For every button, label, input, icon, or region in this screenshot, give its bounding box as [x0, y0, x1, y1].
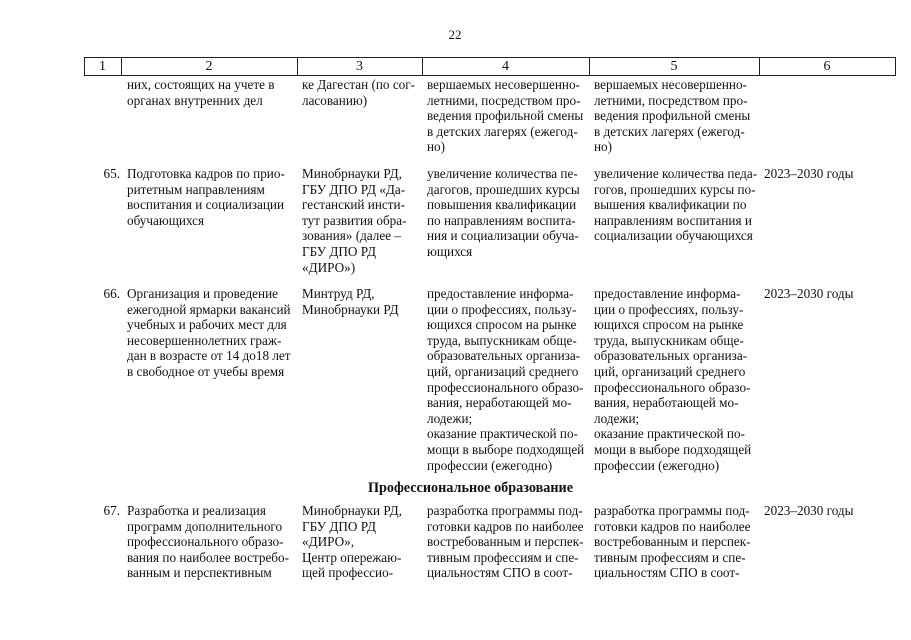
text-line: вания, неработающей мо- [427, 395, 572, 411]
text-line: зования» (далее – [302, 228, 401, 244]
text-line: «ДИРО») [302, 259, 356, 275]
row-65-period [764, 166, 894, 182]
text-line: оказание практической по- [427, 426, 578, 442]
text-line: профессионального образо- [427, 379, 584, 395]
text-line: ции о профессиях, пользу- [594, 301, 744, 317]
column-divider [895, 57, 896, 76]
row-65-result [427, 166, 585, 260]
text-line: ежегодной ярмарки вакансий [127, 301, 291, 317]
text-line: увеличение количества педа- [594, 166, 758, 181]
text-line: образовательных организа- [427, 348, 581, 364]
text-line: вершаемых несовершенно- [427, 77, 580, 92]
text-line: Подготовка кадров по прио- [127, 166, 285, 181]
text-line: разработка программы под- [427, 503, 583, 518]
text-line: оказание практической по- [594, 426, 745, 442]
row-66-period [764, 286, 894, 302]
text-line: ГБУ ДПО РД «Да- [302, 181, 406, 197]
text-line: ритетным направлениям [127, 181, 265, 197]
text-line: ющихся спросом на рынке [594, 317, 744, 333]
text-line: щей профессио- [302, 565, 394, 581]
text-line: готовки кадров по наиболее [594, 518, 751, 534]
text-line: разработка программы под- [594, 503, 750, 518]
text-line: мощи в выборе подходящей [594, 441, 752, 457]
text-line: «ДИРО», [302, 534, 355, 550]
text-line: направлениям воспитания и [594, 212, 752, 228]
text-line: лодежи; [427, 410, 473, 426]
row-67-result [427, 503, 585, 581]
text-line: Минобрнауки РД, [302, 166, 402, 181]
text-line: но) [594, 139, 613, 155]
text-line: ведения профильной смены [427, 108, 584, 124]
text-line: Минобрнауки РД, [302, 503, 402, 518]
header-col-1: 1 [99, 59, 106, 74]
text-line: профессионального образо- [594, 379, 751, 395]
text-line: вания по наиболее востребо- [127, 549, 289, 565]
text-line: профессии (ежегодно) [427, 457, 553, 473]
text-line: в свободное от учебы время [127, 363, 285, 379]
text-line: Минтруд РД, [302, 286, 375, 301]
text-line: ГБУ ДПО РД [302, 518, 377, 534]
text-line: гогов, прошедших курсы по- [594, 181, 756, 197]
text-line: ций, организаций среднего [427, 363, 579, 379]
text-line: дагогов, прошедших курсы [427, 181, 580, 197]
text-line: 2023–2030 годы [764, 166, 854, 181]
header-col-5: 5 [670, 59, 678, 74]
text-line: обучающихся [127, 212, 205, 228]
text-line: дан в возрасте от 14 до18 лет [127, 348, 291, 364]
text-line: повышения квалификации [427, 197, 577, 213]
text-line: в детских лагерях (ежегод- [594, 123, 745, 139]
text-line: гестанский инсти- [302, 197, 405, 213]
continuation-col4 [427, 77, 585, 155]
text-line: ций, организаций среднего [594, 363, 746, 379]
text-line: 2023–2030 годы [764, 503, 854, 518]
header-col-4: 4 [502, 59, 509, 74]
row-67-period [764, 503, 894, 519]
text-line: в детских лагерях (ежегод- [427, 123, 578, 139]
row-66-activity [127, 286, 292, 380]
text-line: ванным и перспективным [127, 565, 272, 581]
text-line: Центр опережаю- [302, 549, 402, 565]
row-67-indicator [594, 503, 754, 581]
text-line: воспитания и социализации [127, 197, 285, 213]
text-line: Минобрнауки РД [302, 301, 399, 317]
table-header-bottom-border [84, 75, 896, 76]
text-line: предоставление информа- [594, 286, 741, 301]
text-line: летними, посредством про- [427, 92, 581, 108]
row-65-activity [127, 166, 292, 228]
text-line: вершаемых несовершенно- [594, 77, 747, 92]
text-line: циальностям СПО в соот- [427, 565, 573, 581]
text-line: труда, выпускникам обще- [594, 332, 744, 348]
row-66-executors [302, 286, 416, 317]
text-line: Разработка и реализация [127, 503, 266, 518]
text-line: 2023–2030 годы [764, 286, 854, 301]
text-line: вания, неработающей мо- [594, 395, 739, 411]
row-66-result [427, 286, 585, 473]
text-line: органах внутренних дел [127, 92, 263, 108]
header-col-6: 6 [823, 59, 831, 74]
text-line: ласованию) [302, 92, 368, 108]
row-65-indicator [594, 166, 756, 244]
text-line: тивным профессиям и спе- [427, 549, 579, 565]
text-line: тивным профессиям и спе- [594, 549, 746, 565]
text-line: мощи в выборе подходящей [427, 441, 585, 457]
text-line: ния и социализации обуча- [427, 228, 579, 244]
text-line: тут развития обра- [302, 212, 407, 228]
text-line: готовки кадров по наиболее [427, 518, 584, 534]
section-heading: Профессиональное образование [367, 480, 574, 496]
text-line: ющихся спросом на рынке [427, 317, 577, 333]
text-line: предоставление информа- [427, 286, 574, 301]
row-67-executors [302, 503, 416, 581]
text-line: профессии (ежегодно) [594, 457, 720, 473]
continuation-col2 [127, 77, 292, 108]
text-line: них, состоящих на учете в [127, 77, 275, 92]
continuation-col3 [302, 77, 416, 108]
continuation-col5 [594, 77, 754, 155]
text-line: ке Дагестан (по сог- [302, 77, 416, 92]
row-67-activity [127, 503, 292, 581]
text-line: ведения профильной смены [594, 108, 751, 124]
row-number: 67. [103, 503, 120, 518]
text-line: востребованным и перспек- [427, 534, 584, 550]
text-line: лодежи; [594, 410, 640, 426]
text-line: образовательных организа- [594, 348, 748, 364]
text-line: ции о профессиях, пользу- [427, 301, 577, 317]
row-65-executors [302, 166, 416, 275]
text-line: ГБУ ДПО РД [302, 243, 377, 259]
text-line: профессионального образо- [127, 534, 284, 550]
text-line: летними, посредством про- [594, 92, 748, 108]
row-number: 65. [103, 166, 120, 181]
text-line: программ дополнительного [127, 518, 283, 534]
row-66-indicator [594, 286, 754, 473]
row-number: 66. [103, 286, 120, 301]
text-line: несовершеннолетних граж- [127, 332, 282, 348]
page-number: 22 [448, 27, 462, 42]
text-line: Организация и проведение [127, 286, 278, 301]
text-line: циальностям СПО в соот- [594, 565, 740, 581]
text-line: труда, выпускникам обще- [427, 332, 577, 348]
text-line: учебных и рабочих мест для [127, 317, 287, 333]
header-col-3: 3 [356, 59, 363, 74]
text-line: востребованным и перспек- [594, 534, 751, 550]
text-line: вышения квалификации по [594, 197, 747, 213]
text-line: ющихся [427, 243, 473, 259]
text-line: социализации обучающихся [594, 228, 753, 244]
text-line: по направлениям воспита- [427, 212, 576, 228]
text-line: но) [427, 139, 446, 155]
header-col-2: 2 [205, 59, 213, 74]
text-line: увеличение количества пе- [427, 166, 578, 181]
